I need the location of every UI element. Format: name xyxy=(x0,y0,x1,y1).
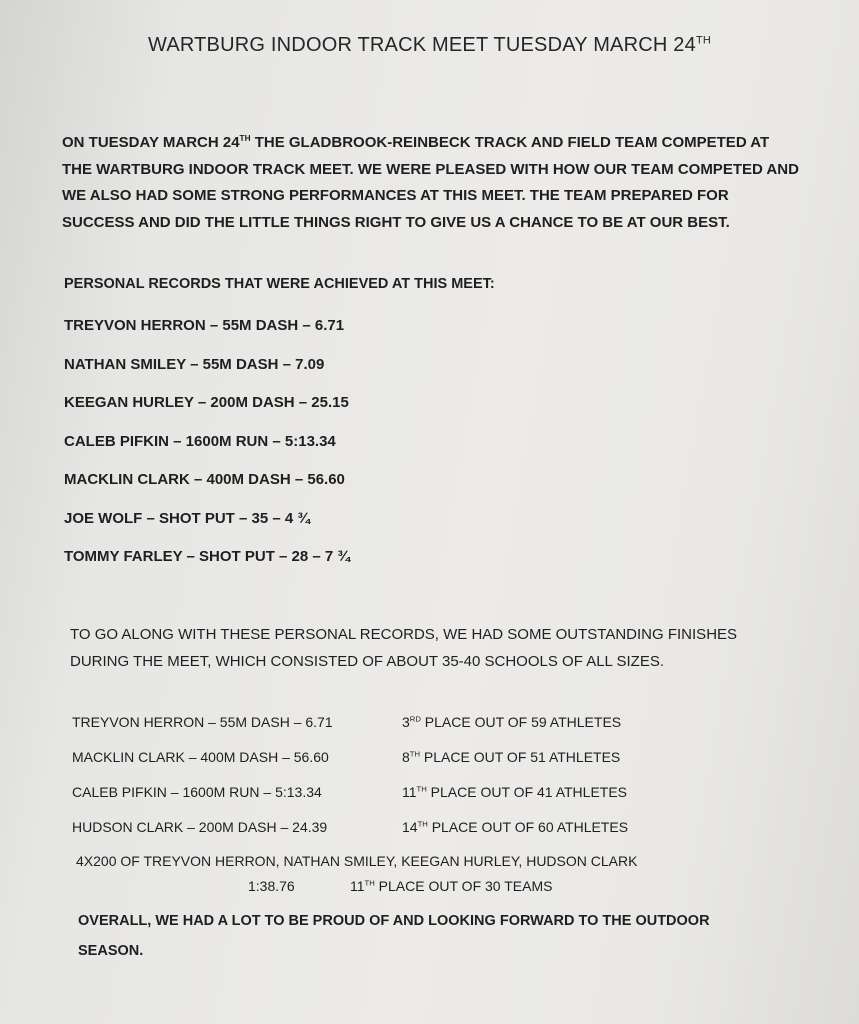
finish-item xyxy=(72,782,712,817)
place-suffix: TH xyxy=(364,878,375,888)
finish-place xyxy=(402,747,620,767)
personal-record-item: TREYVON HERRON – 55M DASH – 6.71 xyxy=(64,317,345,334)
finish-item xyxy=(72,817,712,852)
title-text: WARTBURG INDOOR TRACK MEET TUESDAY MARCH 24 xyxy=(147,34,696,56)
place-text: PLACE OUT OF 51 ATHLETES xyxy=(420,749,621,765)
place-number: 3 xyxy=(402,714,410,730)
place-suffix: TH xyxy=(416,784,427,794)
title-superscript: TH xyxy=(695,34,712,47)
personal-record-item: JOE WOLF – SHOT PUT – 35 – 4 ¾ xyxy=(64,509,310,527)
personal-record-item: MACKLIN CLARK – 400M DASH – 56.60 xyxy=(64,471,345,488)
finish-item xyxy=(72,747,712,782)
place-text: PLACE OUT OF 41 ATHLETES xyxy=(426,784,628,800)
relay-team-names: 4X200 OF TREYVON HERRON, NATHAN SMILEY, KEEGAN HURLEY, HUDSON CLARK xyxy=(76,853,638,869)
place-number: 11 xyxy=(402,784,417,800)
finishes-list xyxy=(72,712,712,852)
relay-place xyxy=(350,876,552,896)
place-text: PLACE OUT OF 30 TEAMS xyxy=(374,878,553,894)
finish-event: TREYVON HERRON – 55M DASH – 6.71 xyxy=(72,714,333,730)
personal-record-item: CALEB PIFKIN – 1600M RUN – 5:13.34 xyxy=(64,432,336,450)
personal-record-item: NATHAN SMILEY – 55M DASH – 7.09 xyxy=(64,355,325,373)
finish-place xyxy=(402,782,627,802)
place-number: 8 xyxy=(402,749,410,765)
relay-time: 1:38.76 xyxy=(248,878,295,894)
intro-text-start: ON TUESDAY MARCH 24 xyxy=(62,134,240,151)
personal-record-item: TOMMY FARLEY – SHOT PUT – 28 – 7 ¾ xyxy=(64,548,350,565)
document-title xyxy=(0,34,859,57)
finish-event: HUDSON CLARK – 200M DASH – 24.39 xyxy=(72,819,328,835)
finish-item xyxy=(72,712,712,747)
place-suffix: RD xyxy=(409,714,421,724)
place-text: PLACE OUT OF 60 ATHLETES xyxy=(427,819,629,835)
finish-event: MACKLIN CLARK – 400M DASH – 56.60 xyxy=(72,749,329,765)
finish-event: CALEB PIFKIN – 1600M RUN – 5:13.34 xyxy=(72,784,322,800)
intro-paragraph xyxy=(62,130,802,236)
personal-records-heading: PERSONAL RECORDS THAT WERE ACHIEVED AT THIS MEET: xyxy=(64,276,495,292)
personal-record-item: KEEGAN HURLEY – 200M DASH – 25.15 xyxy=(64,394,349,411)
place-text: PLACE OUT OF 59 ATHLETES xyxy=(420,714,622,730)
finish-place xyxy=(402,817,628,837)
finish-place xyxy=(402,712,621,732)
place-number: 11 xyxy=(350,878,365,894)
personal-records-list xyxy=(64,316,350,586)
intro-superscript: TH xyxy=(239,134,251,143)
closing-paragraph: OVERALL, WE HAD A LOT TO BE PROUD OF AND LOOKING FORWARD TO THE OUTDOOR SEASON. xyxy=(78,913,710,959)
place-suffix: TH xyxy=(417,819,428,829)
place-number: 14 xyxy=(402,819,418,835)
intro-text-rest: THE GLADBROOK-REINBECK TRACK AND FIELD TEAM COMPETED AT THE WARTBURG INDOOR TRACK MEET. WE WERE PLEASED WITH HOW OUR TEAM COMPETED AND WE ALSO HAD SOME STRONG PERFORMANCES AT THIS MEET. THE TEAM PREPARED FOR SUCCESS AND DID THE LITTLE THINGS RIGHT TO GIVE US A CHANCE TO BE AT OUR BEST. xyxy=(62,134,799,231)
place-suffix: TH xyxy=(409,749,421,759)
finishes-intro-paragraph: TO GO ALONG WITH THESE PERSONAL RECORDS, WE HAD SOME OUTSTANDING FINISHES DURING THE MEET, WHICH CONSISTED OF ABOUT 35-40 SCHOOLS OF ALL SIZES. xyxy=(70,626,738,670)
